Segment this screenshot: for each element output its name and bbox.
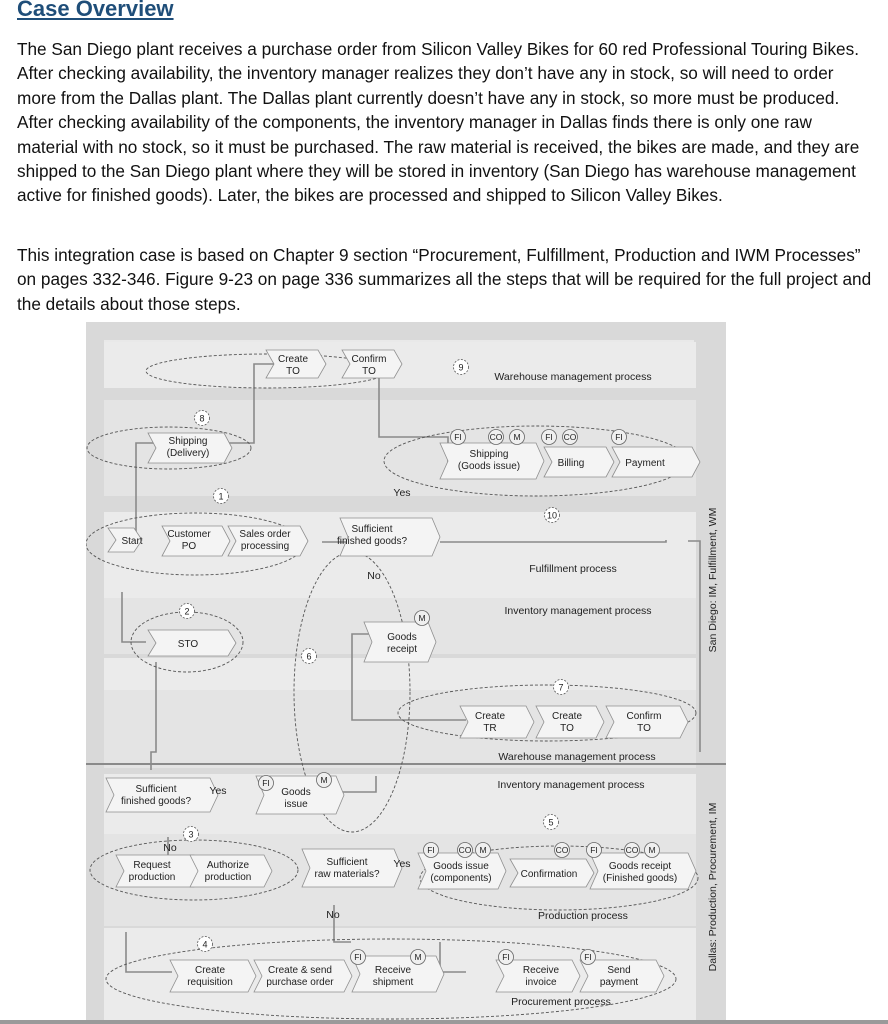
lane-label-warehouse-top: Warehouse management process — [494, 371, 652, 383]
badge-m-goods-issue-dallas-text: M — [320, 775, 328, 785]
step-request-production-label-line2: production — [128, 872, 176, 883]
step-confirm-to-top-label-line2: TO — [362, 366, 376, 377]
badge-co-billing-text: CO — [563, 432, 577, 442]
step-create-to-bottom-label-line1: Create — [551, 711, 583, 722]
step-sales-order-label-line2: processing — [240, 541, 290, 552]
step-billing-label: Billing — [557, 458, 585, 469]
step-create-requisition-label-line2: requisition — [187, 977, 233, 988]
chapter-reference-paragraph: This integration case is based on Chapter 9 section “Procurement, Fulfillment, Production and IWM Processes” on pages 332-346. Figure 9-23 on page 336 summarizes all the steps that will be required for the full project and the details about those steps. — [17, 245, 872, 314]
decision-no-dallas: No — [163, 842, 177, 854]
badge-fi-payment-text: FI — [615, 432, 623, 442]
step-number-7: 7 — [558, 682, 564, 693]
badge-m-goods-receipt-sd-text: M — [418, 613, 426, 623]
step-create-to-top-label-line2: TO — [286, 366, 300, 377]
step-start-label: Start — [121, 536, 143, 547]
step-sto-label: STO — [177, 639, 199, 650]
step-create-send-po-label-line1: Create & send — [268, 965, 332, 976]
step-sufficient-fg-sd-label-line1: Sufficient — [351, 524, 393, 535]
badge-co-shipping-text: CO — [489, 432, 503, 442]
lane-label-procurement: Procurement process — [511, 996, 611, 1008]
step-create-to-bottom-label-line2: TO — [560, 723, 574, 734]
decision-no-fulfillment: No — [367, 570, 381, 582]
step-customer-po-label-line1: Customer — [167, 529, 211, 540]
badge-co-confirmation-text: CO — [555, 845, 569, 855]
step-sufficient-raw-label-line1: Sufficient — [326, 857, 368, 868]
step-request-production-label-line1: Request — [133, 860, 171, 871]
step-number-10: 10 — [546, 510, 558, 521]
step-goods-issue-components-label-line2: (components) — [430, 873, 492, 884]
step-receive-invoice-label-line1: Receive — [522, 965, 560, 976]
step-shipping-delivery-label-line1: Shipping — [168, 436, 208, 447]
badge-fi-components-text: FI — [427, 845, 435, 855]
step-customer-po-label-line2: PO — [181, 541, 197, 552]
decision-no-production: No — [326, 909, 340, 921]
badge-fi-receipt-fg-text: FI — [590, 845, 598, 855]
step-shipping-goods-issue-label-line1: Shipping — [469, 449, 509, 460]
step-number-4: 4 — [202, 939, 208, 950]
step-goods-receipt-fg-label-line2: (Finished goods) — [602, 873, 678, 884]
badge-m-components-text: M — [479, 845, 487, 855]
badge-co-components-text: CO — [458, 845, 472, 855]
decision-yes-fulfillment: Yes — [393, 487, 411, 499]
step-payment-label: Payment — [625, 458, 665, 469]
lane-label-production: Production process — [538, 910, 628, 922]
badge-fi-shipping-text: FI — [454, 432, 462, 442]
lane-label-inventory-dallas: Inventory management process — [497, 779, 645, 791]
step-goods-issue-dallas-label-line1: Goods — [281, 787, 311, 798]
step-create-send-po-label-line2: purchase order — [266, 977, 334, 988]
step-receive-shipment-label-line2: shipment — [372, 977, 414, 988]
step-create-tr-label-line2: TR — [483, 723, 497, 734]
step-goods-receipt-fg-label-line1: Goods receipt — [608, 861, 672, 872]
process-diagram — [86, 322, 726, 1024]
side-label-san-diego: San Diego: IM, Fulfillment, WM — [707, 507, 719, 653]
badge-fi-receive-invoice-text: FI — [502, 952, 510, 962]
step-authorize-production-label-line2: production — [204, 872, 252, 883]
step-sufficient-fg-sd-label-line2: finished goods? — [336, 536, 408, 547]
step-number-6: 6 — [306, 651, 312, 662]
badge-m-receive-shipment-text: M — [414, 952, 422, 962]
step-sufficient-fg-dallas-label-line2: finished goods? — [120, 796, 192, 807]
step-number-9: 9 — [458, 362, 464, 373]
step-send-payment-label-line1: Send — [607, 965, 631, 976]
step-number-8: 8 — [199, 413, 205, 424]
step-sufficient-raw-label-line2: raw materials? — [314, 869, 380, 880]
badge-fi-receive-shipment-text: FI — [354, 952, 362, 962]
step-confirm-to-top-label-line1: Confirm — [351, 354, 387, 365]
step-create-tr-label-line1: Create — [474, 711, 506, 722]
step-number-3: 3 — [188, 829, 194, 840]
step-shipping-delivery-label-line2: (Delivery) — [166, 448, 210, 459]
step-confirmation-label: Confirmation — [520, 869, 578, 880]
lane-label-fulfillment: Fulfillment process — [529, 563, 617, 575]
step-create-requisition-label-line1: Create — [194, 965, 226, 976]
step-number-2: 2 — [184, 606, 190, 617]
step-sufficient-raw — [302, 849, 402, 887]
badge-m-receipt-fg-text: M — [648, 845, 656, 855]
step-confirm-to-bottom-label-line2: TO — [637, 723, 651, 734]
step-number-5: 5 — [548, 817, 554, 828]
badge-fi-send-payment-text: FI — [584, 952, 592, 962]
step-shipping-goods-issue-label-line2: (Goods issue) — [457, 461, 521, 472]
step-send-payment-label-line2: payment — [599, 977, 639, 988]
step-receive-shipment-label-line1: Receive — [374, 965, 412, 976]
step-goods-issue-dallas-label-line2: issue — [284, 799, 308, 810]
step-goods-receipt-sd-label-line1: Goods — [387, 632, 417, 643]
page-title: Case Overview — [17, 0, 174, 21]
bottom-divider — [0, 1020, 888, 1024]
case-description-paragraph: The San Diego plant receives a purchase order from Silicon Valley Bikes for 60 red Professional Touring Bikes. After checking availability, the inventory manager realizes they don’t have any in stock, so will need to order more from the Dallas plant. The Dallas plant currently doesn’t have any in stock, so more must be produced. After checking availability of the components, the inventory manager in Dallas finds there is only one raw material with no stock, so it must be purchased. The raw material is received, the bikes are made, and they are shipped to the San Diego plant where they will be stored in inventory (San Diego has warehouse management active for finished goods). Later, the bikes are processed and shipped to Silicon Valley Bikes. — [17, 39, 860, 206]
step-create-to-top-label-line1: Create — [277, 354, 309, 365]
badge-m-shipping-text: M — [513, 432, 521, 442]
badge-fi-billing-text: FI — [545, 432, 553, 442]
step-authorize-production-label-line1: Authorize — [206, 860, 250, 871]
step-receive-invoice-label-line2: invoice — [525, 977, 557, 988]
decision-yes-dallas: Yes — [209, 785, 227, 797]
side-label-dallas: Dallas: Production, Procurement, IM — [707, 802, 719, 972]
step-sales-order-label-line1: Sales order — [239, 529, 291, 540]
step-confirm-to-bottom-label-line1: Confirm — [626, 711, 662, 722]
step-goods-receipt-sd-label-line2: receipt — [386, 644, 418, 655]
badge-fi-goods-issue-dallas-text: FI — [262, 778, 270, 788]
step-goods-issue-components-label-line1: Goods issue — [433, 861, 489, 872]
lane-label-inventory-sd: Inventory management process — [504, 605, 652, 617]
lane-label-warehouse-bottom: Warehouse management process — [498, 751, 656, 763]
step-number-1: 1 — [218, 491, 224, 502]
decision-yes-production: Yes — [393, 858, 411, 870]
step-sufficient-fg-dallas-label-line1: Sufficient — [135, 784, 177, 795]
badge-co-receipt-fg-text: CO — [625, 845, 639, 855]
